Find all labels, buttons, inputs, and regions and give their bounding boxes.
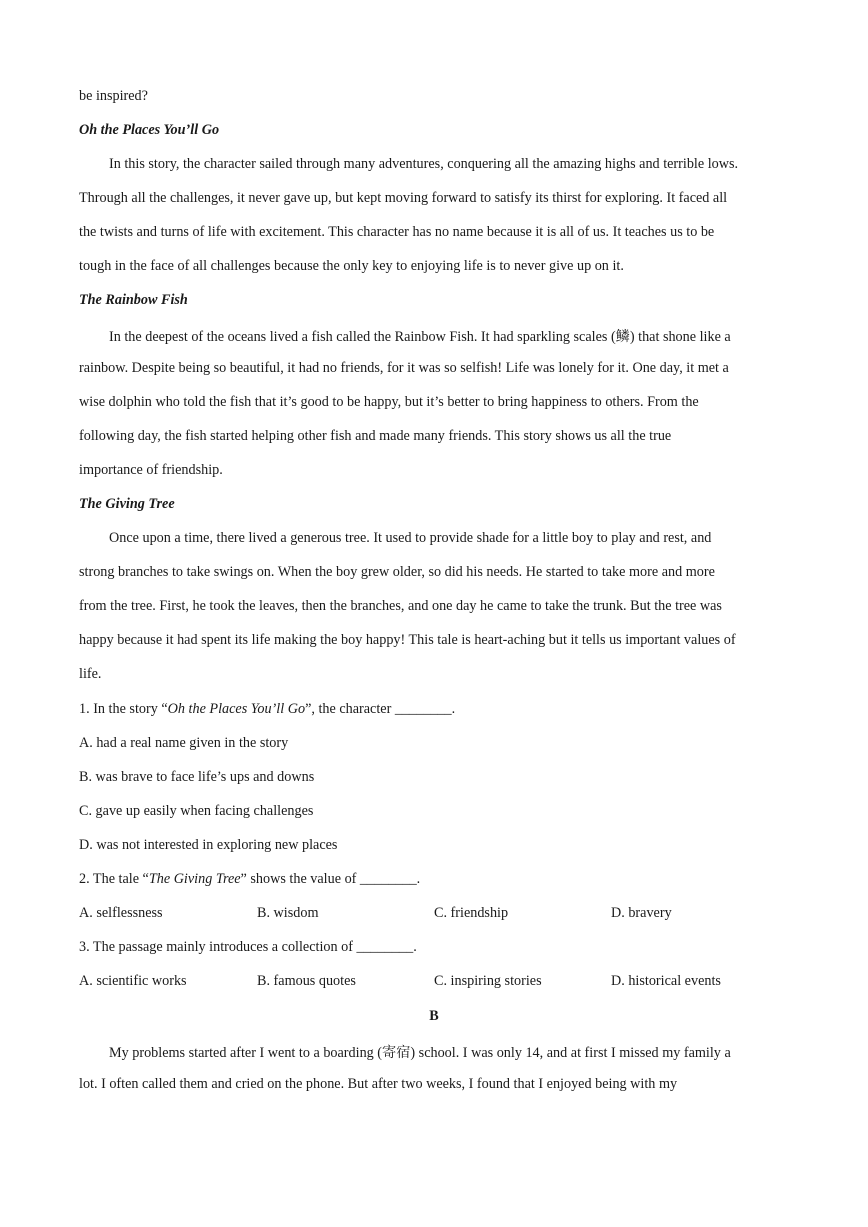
- paragraph-line: following day, the fish started helping other fish and made many friends. This story shows us all the true: [79, 428, 672, 444]
- question-2: [79, 871, 420, 888]
- option-d: D. was not interested in exploring new places: [79, 837, 338, 853]
- question-italic-title: Oh the Places You’ll Go: [167, 701, 306, 717]
- option-b: B. was brave to face life’s ups and downs: [79, 769, 315, 785]
- paragraph-line: the twists and turns of life with excitement. This character has no name because it is all of us. It teaches us to be: [79, 224, 715, 240]
- story-title: The Rainbow Fish: [79, 292, 188, 308]
- intro-tail-line: be inspired?: [79, 88, 148, 104]
- paragraph-line: rainbow. Despite being so beautiful, it had no friends, for it was so selfish! Life was lonely for it. One day, it met a: [79, 360, 729, 376]
- paragraph-line: importance of friendship.: [79, 462, 223, 478]
- question-3: 3. The passage mainly introduces a collection of ________.: [79, 939, 417, 955]
- question-prefix: 1. In the story “: [79, 701, 168, 717]
- question-italic-title: The Giving Tree: [148, 871, 241, 887]
- question-suffix: ” shows the value of ________.: [240, 871, 421, 887]
- paragraph-line: strong branches to take swings on. When the boy grew older, so did his needs. He started to take more and more: [79, 564, 715, 580]
- option-c: C. inspiring stories: [434, 973, 542, 989]
- option-a: A. scientific works: [79, 973, 187, 989]
- story-title: The Giving Tree: [79, 496, 175, 512]
- option-b: B. famous quotes: [257, 973, 356, 989]
- paragraph-line: In this story, the character sailed through many adventures, conquering all the amazing highs and terrible lows.: [109, 156, 739, 172]
- option-b: B. wisdom: [257, 905, 319, 921]
- paragraph-line: happy because it had spent its life making the boy happy! This tale is heart-aching but it tells us important values of: [79, 632, 736, 648]
- question-prefix: 2. The tale “: [79, 871, 149, 887]
- paragraph-line: tough in the face of all challenges because the only key to enjoying life is to never give up on it.: [79, 258, 624, 274]
- paragraph-line: Once upon a time, there lived a generous tree. It used to provide shade for a little boy to play and rest, and: [109, 530, 712, 546]
- option-d: D. historical events: [611, 973, 721, 989]
- option-a: A. selflessness: [79, 905, 163, 921]
- section-heading: B: [429, 1008, 439, 1024]
- paragraph-line: wise dolphin who told the fish that it’s good to be happy, but it’s better to bring happiness to others. From the: [79, 394, 699, 410]
- paragraph-line: from the tree. First, he took the leaves, then the branches, and one day he came to take the trunk. But the tree was: [79, 598, 722, 614]
- option-d: D. bravery: [611, 905, 672, 921]
- question-1: [79, 701, 455, 718]
- paragraph-line: My problems started after I went to a boarding (寄宿) school. I was only 14, and at first I missed my family a: [109, 1045, 731, 1061]
- paragraph-line: lot. I often called them and cried on the phone. But after two weeks, I found that I enjoyed being with my: [79, 1076, 678, 1092]
- option-c: C. friendship: [434, 905, 509, 921]
- option-a: A. had a real name given in the story: [79, 735, 289, 751]
- story-title: Oh the Places You’ll Go: [79, 122, 220, 138]
- question-suffix: ”, the character ________.: [305, 701, 456, 717]
- paragraph-line: In the deepest of the oceans lived a fish called the Rainbow Fish. It had sparkling scales (鳞) that shone like a: [109, 329, 731, 345]
- paragraph-line: Through all the challenges, it never gave up, but kept moving forward to satisfy its thirst for exploring. It faced all: [79, 190, 728, 206]
- paragraph-line: life.: [79, 666, 102, 682]
- option-c: C. gave up easily when facing challenges: [79, 803, 314, 819]
